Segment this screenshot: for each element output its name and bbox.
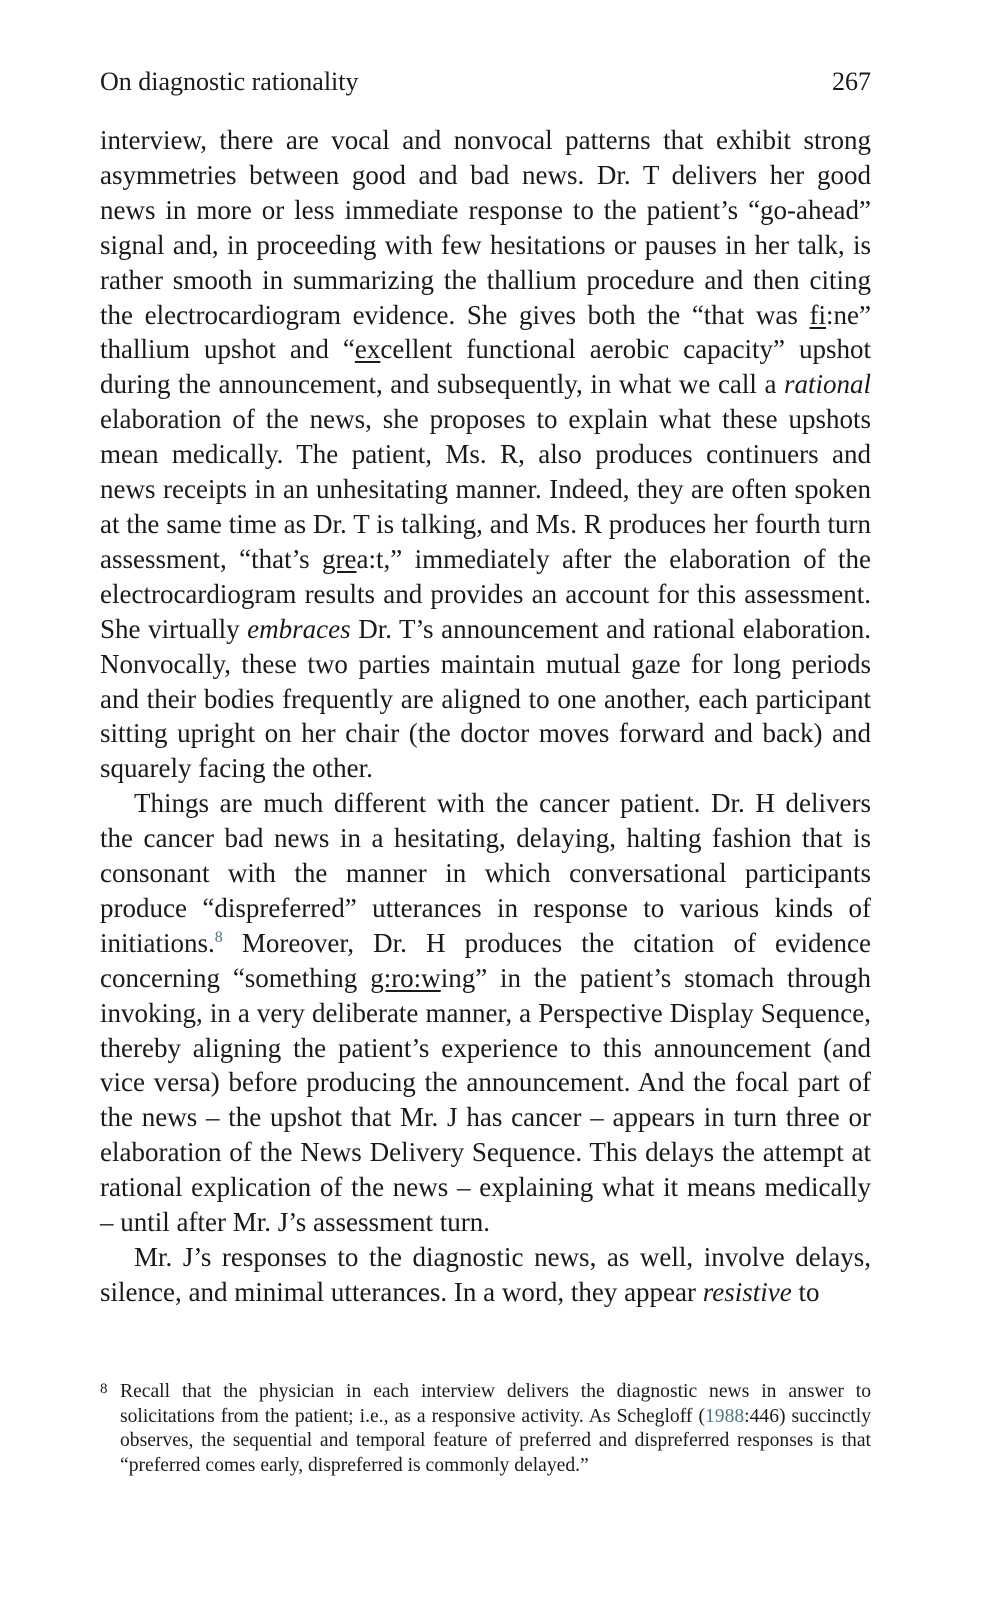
text-run: :ne” thallium upshot and “	[100, 299, 871, 365]
text-run: interview, there are vocal and nonvocal patterns that exhibit strong asymmetries between good and bad news. Dr. T delivers her good news in more or less immediate response to the patient’s “go-ahead” signal and, in proceeding with few hesitations or pauses in her talk, is rather smooth in summarizing the thallium procedure and then citing the electrocardiogram evidence. She gives both the “that was	[100, 125, 871, 330]
text-run: Things are much different with the cancer patient. Dr. H delivers the cancer bad news in a hesitating, delaying, halting fashion that is consonant with the manner in which conversational participants produce “dispreferred” utterances in response to various kinds of initiations.	[100, 788, 871, 958]
text-run: :446) succinctly observes, the sequential and temporal feature of preferred and dispreferred responses is that “preferred comes early, dispreferred is commonly delayed.”	[120, 1405, 871, 1476]
main-text	[100, 123, 871, 1310]
text-run: a:t,” immediately after the elaboration of the electrocardiogram results and provides an account for this assessment. She virtually	[100, 543, 871, 644]
underlined-text: fi	[809, 299, 827, 330]
underlined-text: g:ro:w	[370, 962, 441, 993]
paragraph-2	[100, 786, 871, 1240]
underlined-text: ex	[354, 334, 381, 365]
page-number: 267	[832, 67, 871, 96]
text-run: to	[791, 1276, 820, 1307]
footnote-reference[interactable]: 8	[214, 928, 223, 946]
text-run: Dr. T’s announcement and rational elaboration. Nonvocally, these two parties maintain mutual gaze for long periods and their bodies frequently are aligned to one another, each participant sitting upright on her chair (the doctor moves forward and back) and squarely facing the other.	[100, 613, 871, 784]
text-run: Mr. J’s responses to the diagnostic news, as well, involve delays, silence, and minimal utterances. In a word, they appear	[100, 1242, 871, 1307]
paragraph-3	[100, 1240, 871, 1310]
italic-text: resistive	[702, 1276, 792, 1307]
citation-link[interactable]: 1988	[704, 1405, 745, 1427]
footnote-text	[120, 1380, 871, 1478]
text-run: ing” in the patient’s stomach through invoking, in a very deliberate manner, a Perspective Display Sequence, thereby aligning the patient’s experience to this announcement (and vice versa) before producing the announcement. And the focal part of the news – the upshot that Mr. J has cancer – appears in turn three or elaboration of the News Delivery Sequence. This delays the attempt at rational explication of the news – explaining what it means medically – until after Mr. J’s assessment turn.	[100, 962, 871, 1238]
italic-text: embraces	[247, 613, 351, 644]
text-run: elaboration of the news, she proposes to explain what these upshots mean medically. The patient, Ms. R, also produces continuers and news receipts in an unhesitating manner. Indeed, they are often spoken at the same time as Dr. T is talking, and Ms. R produces her fourth turn assessment, “that’s	[100, 404, 871, 574]
italic-text: rational	[783, 369, 871, 400]
underlined-text: gre	[322, 543, 357, 574]
footnote	[100, 1380, 871, 1478]
text-run: Moreover, Dr. H produces the citation of evidence concerning “something	[100, 927, 871, 993]
footnote-number: 8	[100, 1381, 108, 1397]
running-title: On diagnostic rationality	[100, 67, 359, 96]
paragraph-1	[100, 123, 871, 786]
text-run: Recall that the physician in each interview delivers the diagnostic news in answer to solicitations from the patient; i.e., as a responsive activity. As Schegloff (	[120, 1381, 871, 1427]
text-run: cellent functional aerobic capacity” upshot during the announcement, and subsequently, in what we call a	[100, 334, 872, 400]
running-header	[100, 64, 871, 100]
